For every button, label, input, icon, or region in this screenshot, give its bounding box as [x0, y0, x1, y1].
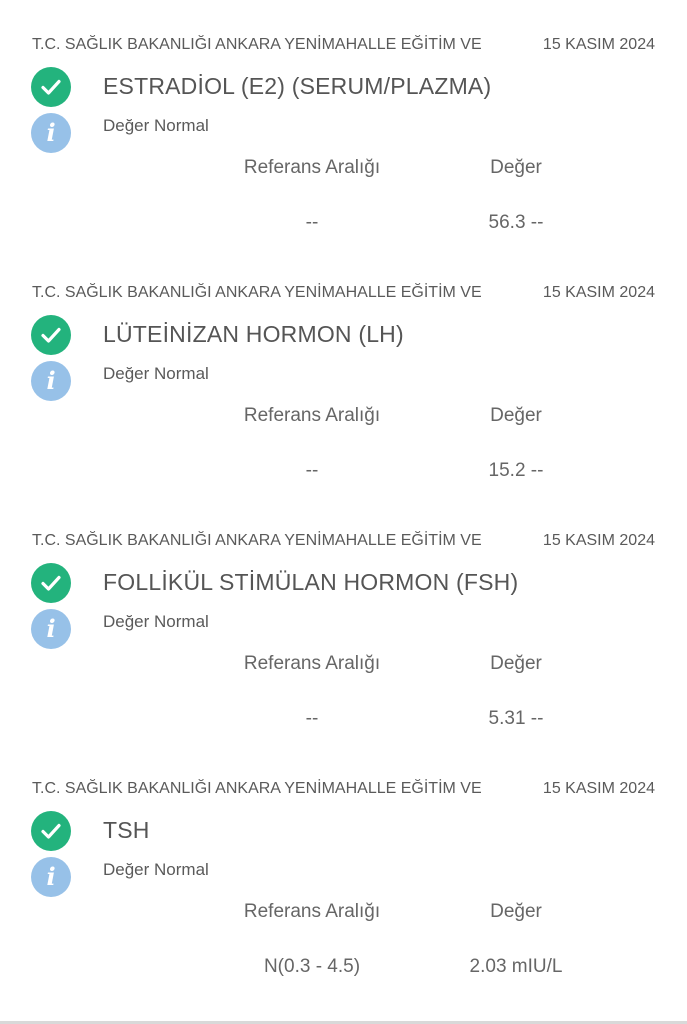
result-card-estradiol[interactable]: [0, 0, 687, 248]
reference-range-header: Referans Aralığı: [243, 653, 381, 674]
reference-range-value: --: [305, 708, 319, 729]
test-name: ESTRADİOL (E2) (SERUM/PLAZMA): [103, 73, 492, 99]
result-card-lh[interactable]: [0, 248, 687, 496]
value-header: Değer: [490, 405, 542, 426]
info-icon[interactable]: i: [31, 609, 71, 649]
result-card-tsh[interactable]: [0, 744, 687, 992]
result-value: 15.2 --: [488, 460, 544, 481]
value-header: Değer: [490, 653, 542, 674]
status-text: Değer Normal: [103, 116, 209, 135]
reference-range-header: Referans Aralığı: [243, 405, 381, 426]
result-value: 56.3 --: [488, 212, 544, 233]
check-circle-icon: [31, 811, 71, 851]
value-header: Değer: [490, 901, 542, 922]
hospital-name: T.C. SAĞLIK BAKANLIĞI ANKARA YENİMAHALLE EĞİTİM VE: [32, 780, 482, 797]
reference-range-value: --: [305, 212, 319, 233]
check-circle-icon: [31, 315, 71, 355]
hospital-name: T.C. SAĞLIK BAKANLIĞI ANKARA YENİMAHALLE EĞİTİM VE: [32, 36, 482, 53]
value-header: Değer: [490, 157, 542, 178]
reference-range-header: Referans Aralığı: [243, 157, 381, 178]
check-circle-icon: [31, 67, 71, 107]
result-value: 5.31 --: [488, 708, 544, 729]
result-date: 15 KASIM 2024: [542, 780, 655, 797]
status-text: Değer Normal: [103, 860, 209, 879]
reference-range-value: N(0.3 - 4.5): [263, 956, 361, 977]
reference-range-value: --: [305, 460, 319, 481]
test-name: LÜTEİNİZAN HORMON (LH): [103, 321, 404, 347]
hospital-name: T.C. SAĞLIK BAKANLIĞI ANKARA YENİMAHALLE EĞİTİM VE: [32, 284, 482, 301]
result-value: 2.03 mIU/L: [469, 956, 563, 977]
reference-range-header: Referans Aralığı: [243, 901, 381, 922]
result-date: 15 KASIM 2024: [542, 36, 655, 53]
status-text: Değer Normal: [103, 612, 209, 631]
info-icon[interactable]: i: [31, 361, 71, 401]
status-text: Değer Normal: [103, 364, 209, 383]
result-date: 15 KASIM 2024: [542, 284, 655, 301]
test-name: FOLLİKÜL STİMÜLAN HORMON (FSH): [103, 569, 519, 595]
info-icon[interactable]: i: [31, 113, 71, 153]
test-name: TSH: [103, 817, 150, 843]
result-date: 15 KASIM 2024: [542, 532, 655, 549]
result-card-fsh[interactable]: [0, 496, 687, 744]
hospital-name: T.C. SAĞLIK BAKANLIĞI ANKARA YENİMAHALLE EĞİTİM VE: [32, 532, 482, 549]
info-icon[interactable]: i: [31, 857, 71, 897]
check-circle-icon: [31, 563, 71, 603]
